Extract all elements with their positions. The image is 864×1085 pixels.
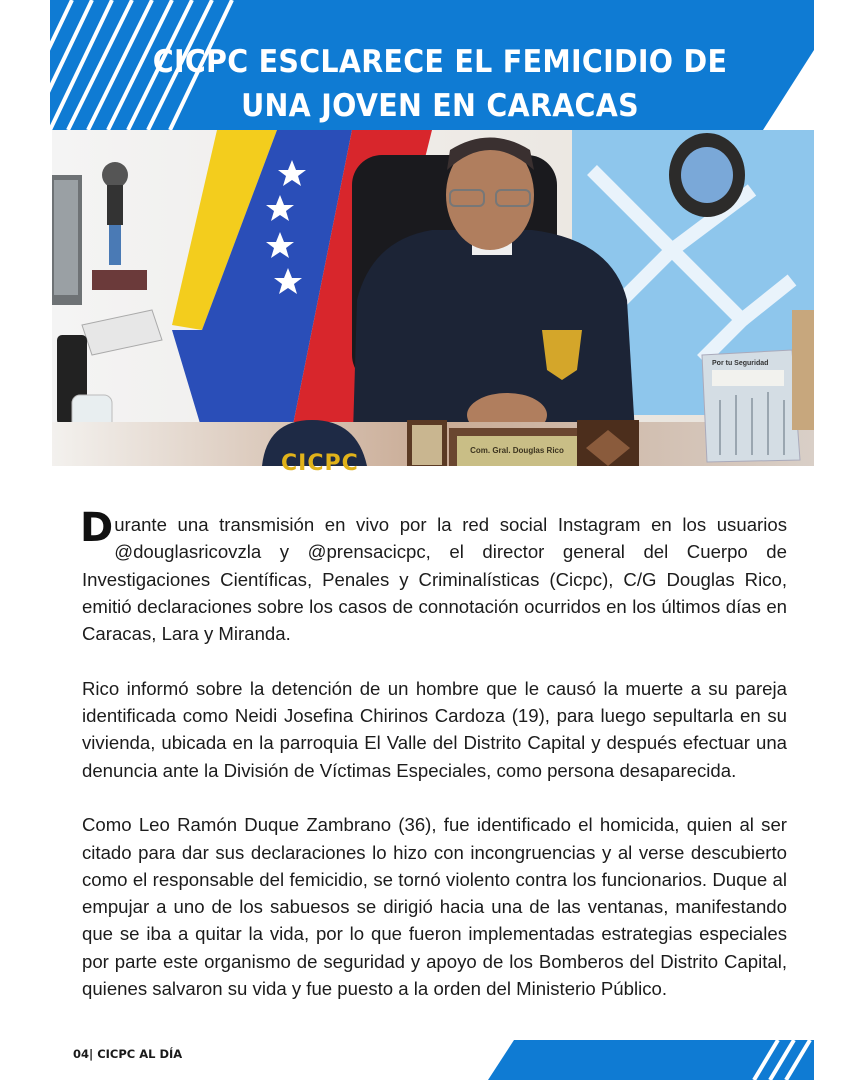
paragraph-2: Rico informó sobre la detención de un hombre que le causó la muerte a su pareja identificada como Neidi Josefina Chirinos Cardoza (19), para luego sepultarla en su vivienda, ubicada en la parroquia El Valle del Distrito Capital y después efectuar una denuncia ante la División de Víctimas Especiales, como persona desaparecida. xyxy=(82,677,787,781)
article-body xyxy=(80,505,787,1030)
drop-cap: D xyxy=(80,505,114,551)
paragraph-1-text: urante una transmisión en vivo por la red social Instagram en los usuarios @douglasricovzla y @prensacicpc, el director general del Cuerpo de Investigaciones Científicas, Penales y Criminalísticas (Cicpc), C/G Douglas Rico, emitió declaraciones sobre los casos de connotación ocurridos en los últimos días en Caracas, Lara y Miranda. xyxy=(82,514,787,645)
title-line-2: UNA JOVEN EN CARACAS xyxy=(241,88,639,124)
nameplate-text: Com. Gral. Douglas Rico xyxy=(470,446,564,455)
page-footer-label: 04| CICPC AL DÍA xyxy=(73,1047,183,1061)
book-title: Por tu Seguridad xyxy=(712,360,769,367)
title-line-1: CICPC ESCLARECE EL FEMICIDIO DE xyxy=(152,44,728,80)
page-title xyxy=(146,40,735,128)
cap-text: CICPC xyxy=(281,451,359,476)
paragraph-1 xyxy=(80,505,787,647)
footer-decoration-bar xyxy=(488,1040,818,1085)
paragraph-3: Como Leo Ramón Duque Zambrano (36), fue identificado el homicida, quien al ser citado para dar sus declaraciones lo hizo con incongruencias y al verse descubierto como el responsable del femicidio, se tornó violento contra los funcionarios. Duque al empujar a uno de los sabuesos se dirigió hacia una de las ventanas, manifestando que se iba a quitar la vida, por lo que fueron implementadas estrategias especiales por parte este organismo de seguridad y apoyo de los Bomberos del Distrito Capital, quienes salvaron su vida y fue puesto a la orden del Ministerio Público. xyxy=(82,814,787,1000)
header-photo xyxy=(52,130,814,466)
